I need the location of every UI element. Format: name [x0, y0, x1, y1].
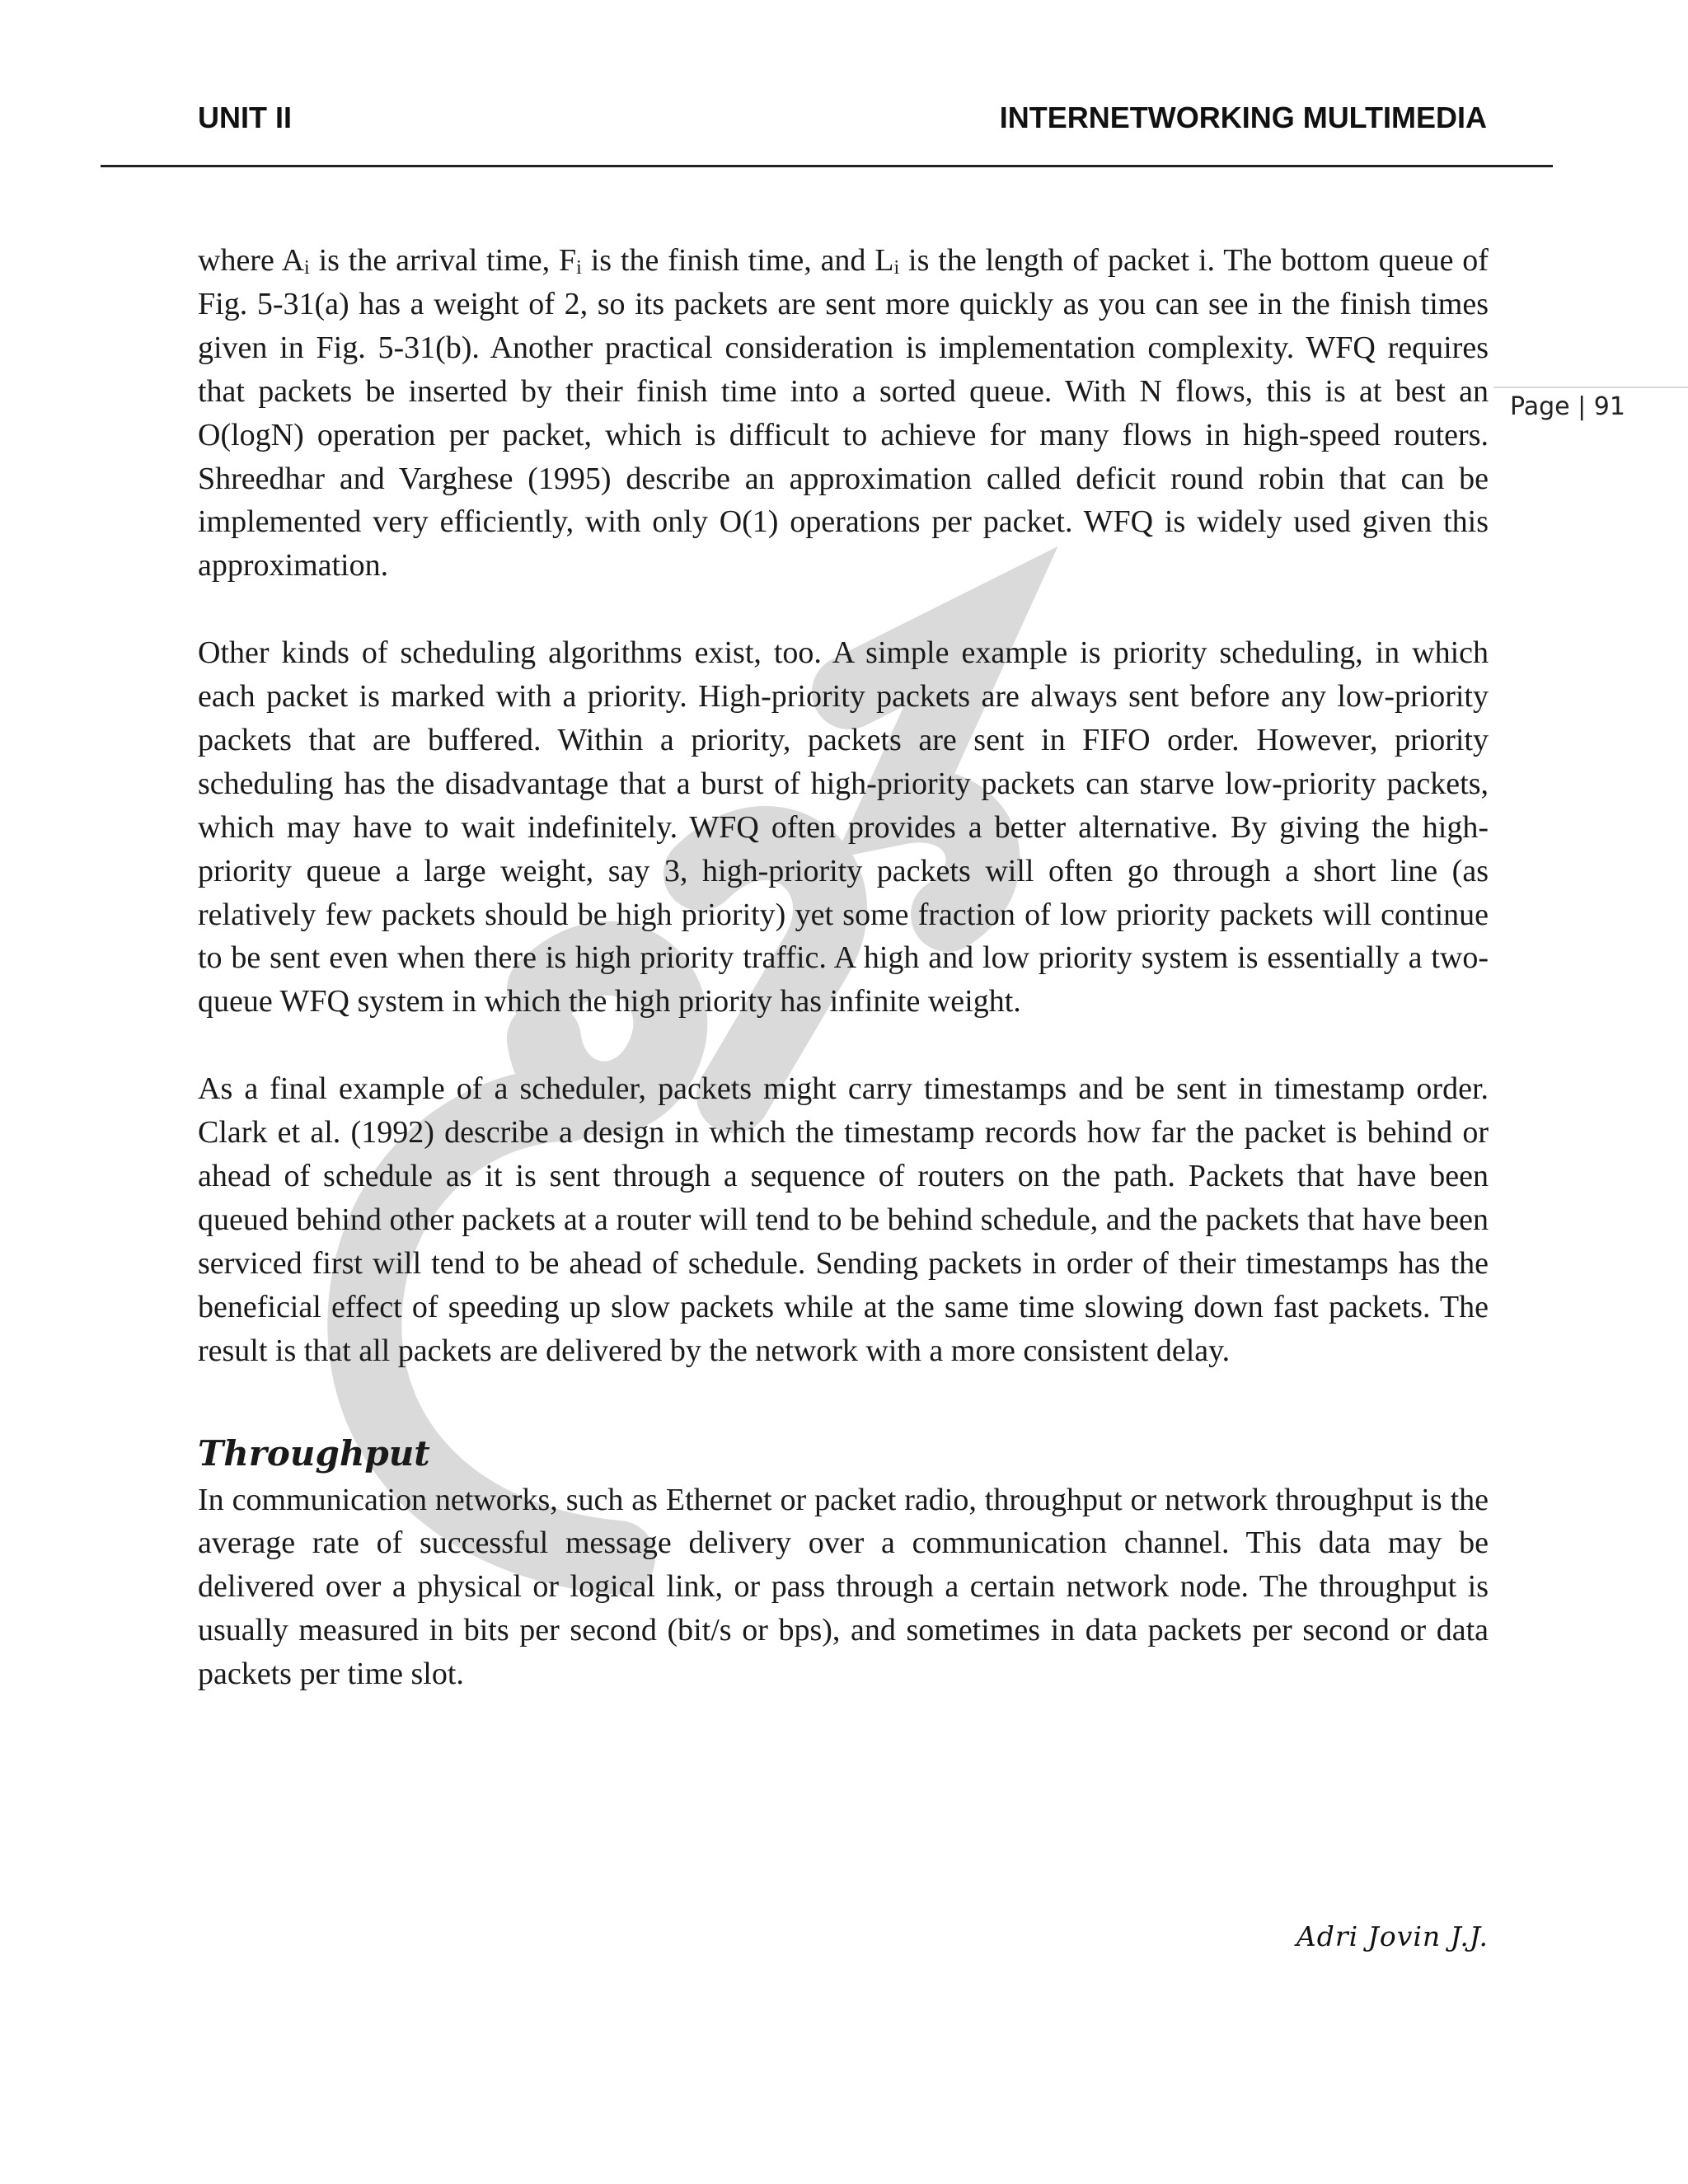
page-number: Page | 91 [1510, 392, 1625, 421]
text-run: is the length of packet i. The bottom queue of Fig. 5-31(a) has a weight of 2, so its packets are sent more quickly as you can see in the finish times given in Fig. 5-31(b). Another practical consideration is implementation complexity. WFQ requires that packets be inserted by their finish time into a sorted queue. With N flows, this is at best an O(logN) operation per packet, which is difficult to achieve for many flows in high-speed routers. Shreedhar and Varghese (1995) describe an approximation called deficit round robin that can be implemented very efficiently, with only O(1) operations per packet. WFQ is widely used given this approximation. [198, 243, 1489, 583]
subscript: i [893, 257, 900, 279]
paragraph-priority-scheduling: Other kinds of scheduling algorithms exist, too. A simple example is priority scheduling, in which each packet is marked with a priority. High-priority packets are always sent before any low-priority packets that are buffered. Within a priority, packets are sent in FIFO order. However, priority scheduling has the disadvantage that a burst of high-priority packets can starve low-priority packets, which may have to wait indefinitely. WFQ often provides a better alternative. By giving the high-priority queue a large weight, say 3, high-priority packets will often go through a short line (as relatively few packets should be high priority) yet some fraction of low priority packets will continue to be sent even when there is high priority traffic. A high and low priority system is essentially a two-queue WFQ system in which the high priority has infinite weight. [198, 635, 1489, 1019]
unit-label: UNIT II [198, 101, 292, 134]
section-heading-throughput: Throughput [198, 1432, 430, 1474]
text-run: where A [198, 243, 305, 278]
paragraph-throughput: In communication networks, such as Ethernet or packet radio, throughput or network throughput is the average rate of successful message delivery over a communication channel. This data may be delivered over a physical or logical link, or pass through a certain network node. The throughput is usually measured in bits per second (bit/s or bps), and sometimes in data packets per second or data packets per time slot. [198, 1482, 1489, 1692]
paragraph-wfq-complexity [198, 239, 1489, 588]
header-divider [101, 165, 1553, 167]
subscript: i [304, 257, 310, 279]
subscript: i [576, 257, 582, 279]
page-header [198, 91, 1487, 140]
main-content [198, 239, 1489, 1696]
text-run: is the finish time, and L [581, 243, 894, 278]
paragraph-timestamp-scheduler: As a final example of a scheduler, packets might carry timestamps and be sent in timestamp order. Clark et al. (1992) describe a design in which the timestamp records how far the packet is behind or ahead of schedule as it is sent through a sequence of routers on the path. Packets that have been queued behind other packets at a router will tend to be behind schedule, and the packets that have been serviced first will tend to be ahead of schedule. Sending packets in order of their timestamps has the beneficial effect of speeding up slow packets while at the same time slowing down fast packets. The result is that all packets are delivered by the network with a more consistent delay. [198, 1071, 1489, 1368]
page-number-divider [1493, 387, 1688, 388]
text-run: is the arrival time, F [309, 243, 577, 278]
author-signature: Adri Jovin J.J. [1296, 1920, 1489, 1952]
course-title: INTERNETWORKING MULTIMEDIA [999, 101, 1487, 134]
